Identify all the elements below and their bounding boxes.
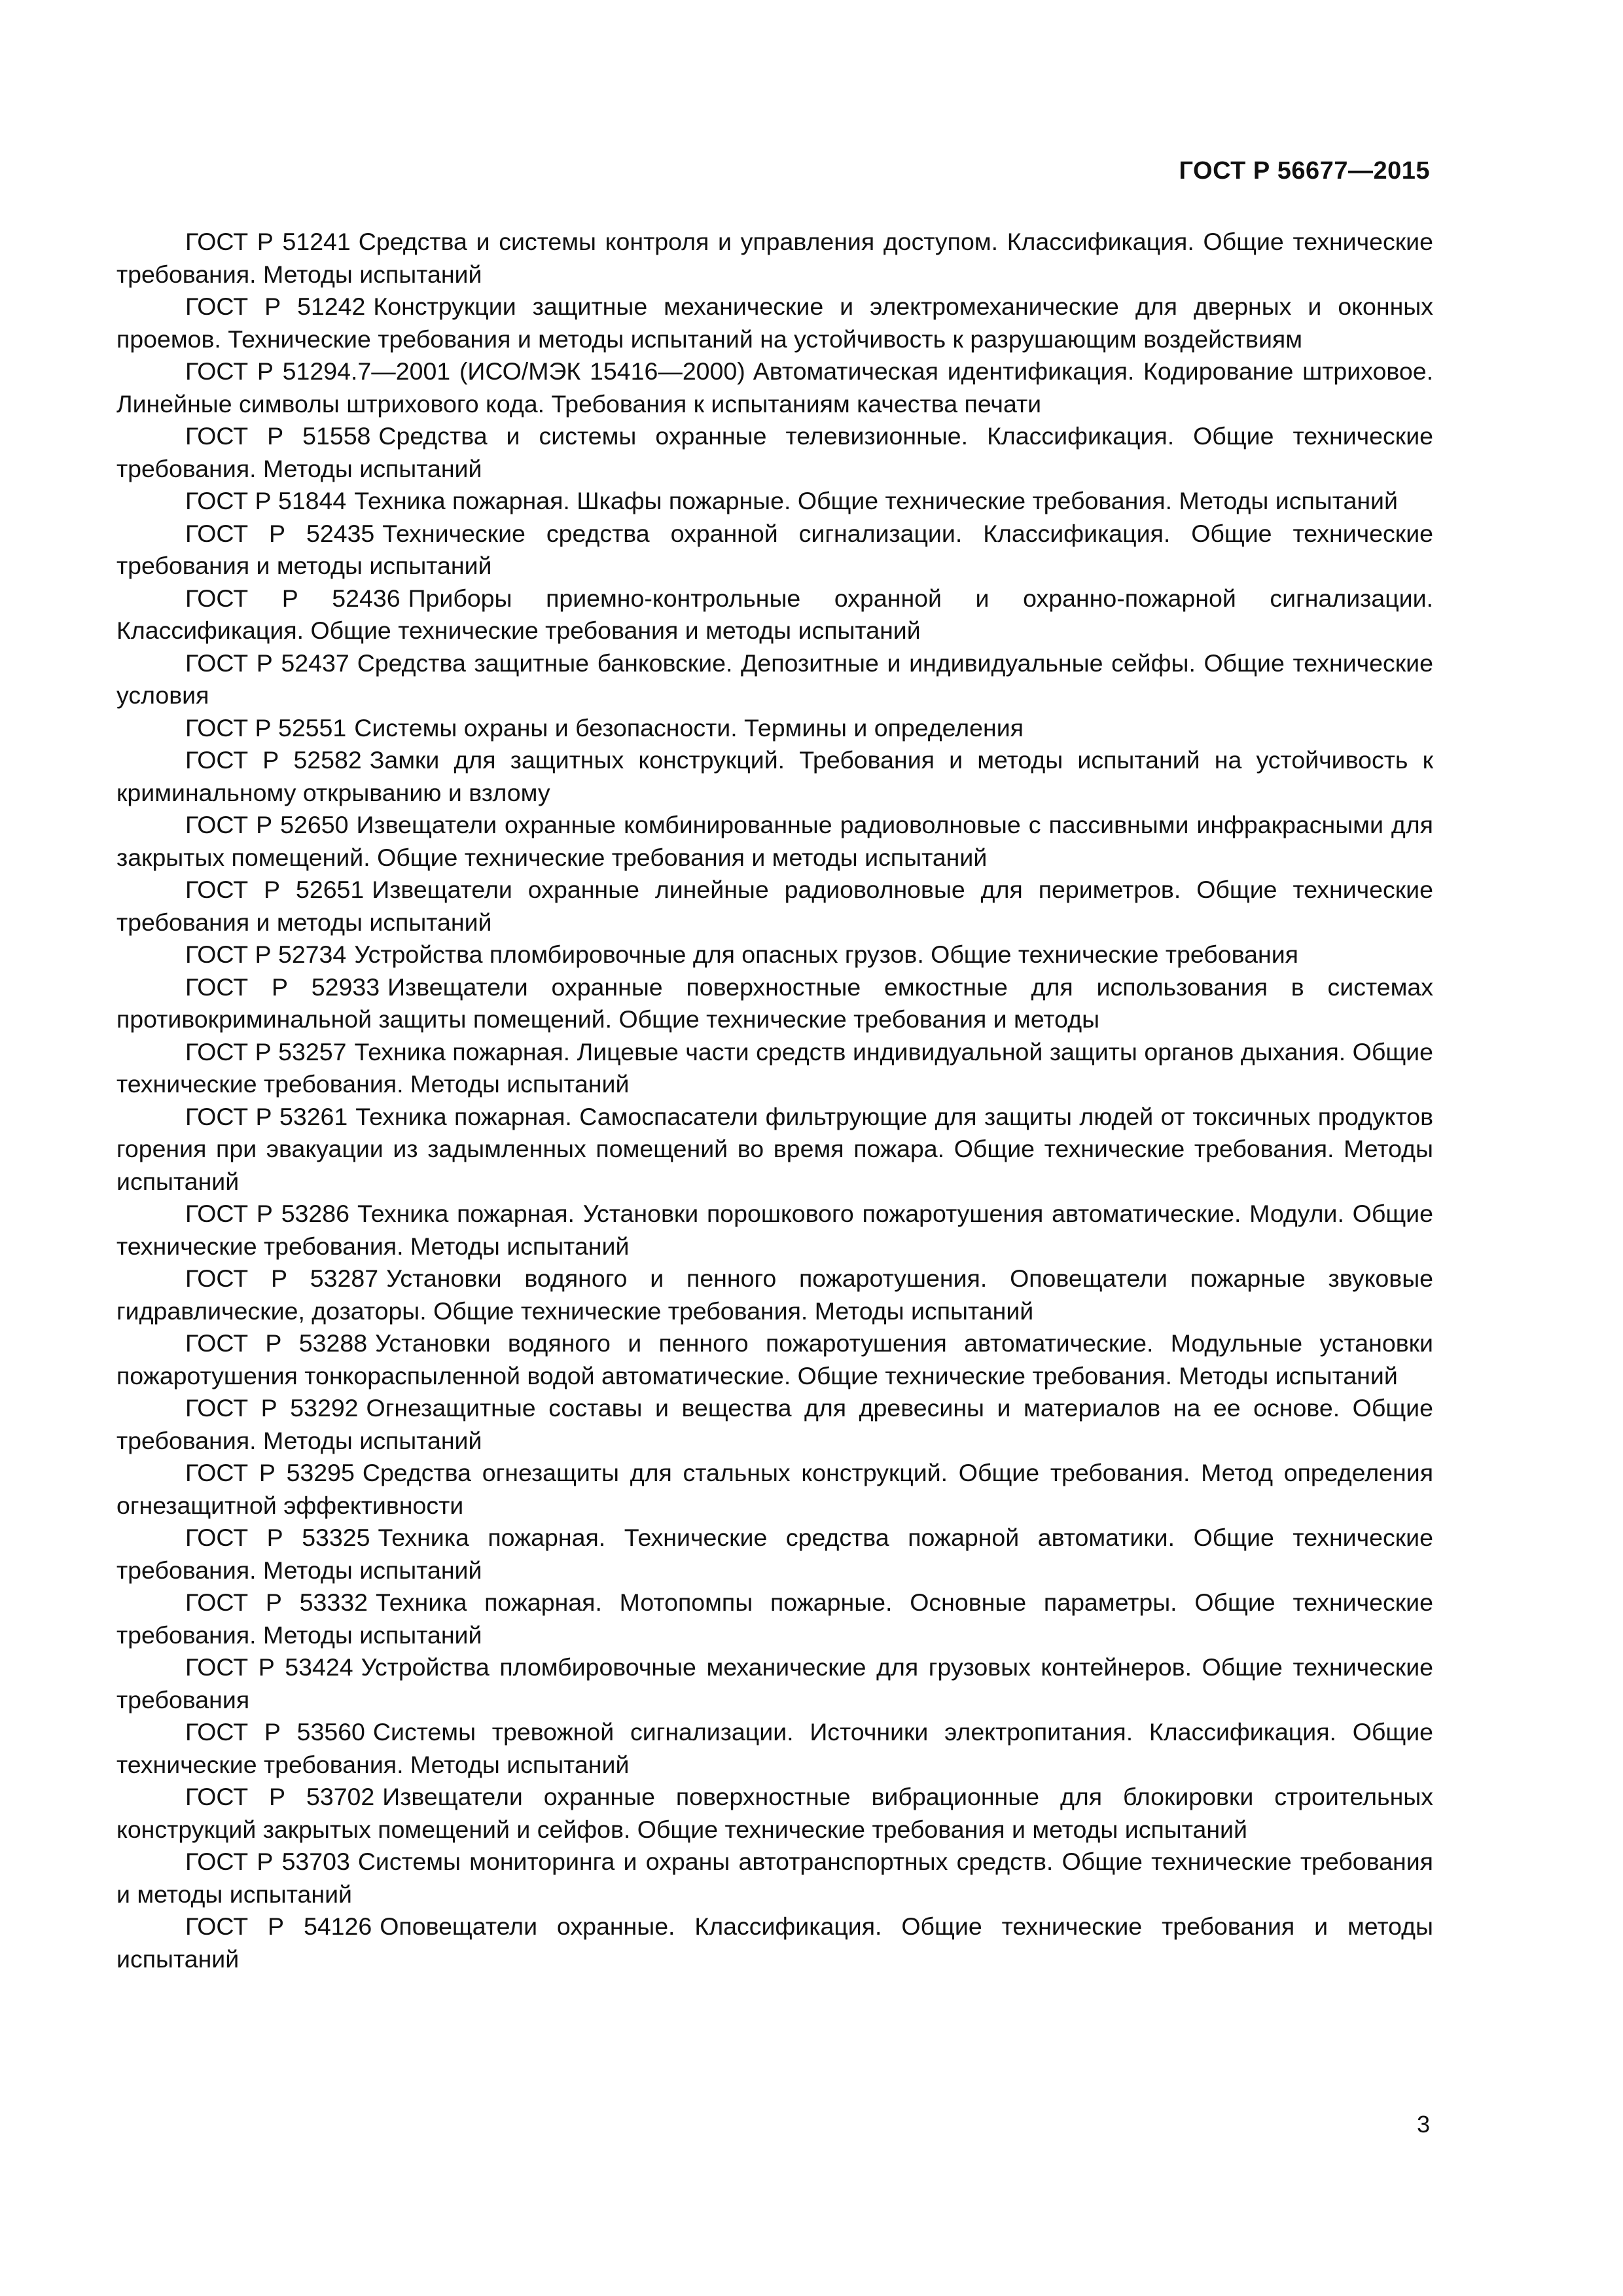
reference-entry bbox=[116, 874, 1433, 939]
standard-title: Приборы приемно-контрольные охранной и охранно-пожарной сигнализации. Классификация. Общие технические требования и методы испытаний bbox=[116, 584, 1433, 644]
standard-title: Техника пожарная. Установки порошкового пожаротушения автоматические. Модули. Общие технические требования. Методы испытаний bbox=[116, 1200, 1433, 1260]
standard-code: ГОСТ Р 52933 bbox=[185, 973, 380, 1001]
reference-entry bbox=[116, 1036, 1433, 1101]
standard-code: ГОСТ Р 53287 bbox=[185, 1265, 379, 1292]
reference-entry bbox=[116, 1327, 1433, 1392]
standard-title: Техника пожарная. Самоспасатели фильтрующие для защиты людей от токсичных продуктов горения при эвакуации из задымленных помещений во время пожара. Общие технические требования. Методы испытаний bbox=[116, 1102, 1433, 1195]
reference-entry bbox=[116, 1263, 1433, 1327]
standard-title: Установки водяного и пенного пожаротушения автоматические. Модульные установки пожаротушения тонкораспыленной водой автоматические. Общие технические требования. Методы испытаний bbox=[116, 1329, 1433, 1390]
standard-title: Системы тревожной сигнализации. Источники электропитания. Классификация. Общие технические требования. Методы испытаний bbox=[116, 1718, 1434, 1778]
reference-entry bbox=[116, 1651, 1433, 1716]
standard-code: ГОСТ Р 53261 bbox=[185, 1102, 348, 1130]
standard-title: Техника пожарная. Шкафы пожарные. Общие технические требования. Методы испытаний bbox=[354, 487, 1398, 514]
standard-title: Извещатели охранные линейные радиоволновые для периметров. Общие технические требования и методы испытаний bbox=[116, 876, 1433, 936]
standard-title: Устройства пломбировочные для опасных грузов. Общие технические требования bbox=[354, 941, 1298, 968]
standard-title: Устройства пломбировочные механические для грузовых контейнеров. Общие технические требования bbox=[116, 1653, 1433, 1713]
reference-entry bbox=[116, 647, 1433, 712]
standard-code: ГОСТ Р 53257 bbox=[185, 1037, 347, 1066]
reference-entry bbox=[116, 1716, 1433, 1781]
reference-entry bbox=[116, 1457, 1433, 1522]
standard-title: Средства и системы охранные телевизионные. Классификация. Общие технические требования. Методы испытаний bbox=[116, 422, 1433, 482]
standard-code: ГОСТ Р 52437 bbox=[185, 649, 349, 677]
reference-entry bbox=[116, 1101, 1433, 1198]
reference-list bbox=[116, 226, 1433, 1975]
standard-title: Оповещатели охранные. Классификация. Общие технические требования и методы испытаний bbox=[116, 1912, 1433, 1973]
reference-entry bbox=[116, 939, 1433, 971]
standard-title: Средства защитные банковские. Депозитные и индивидуальные сейфы. Общие технические условия bbox=[116, 649, 1433, 709]
reference-entry bbox=[116, 1846, 1433, 1910]
standard-title: Автоматическая идентификация. Кодирование штриховое. Линейные символы штрихового кода. Требования к испытаниям качества печати bbox=[116, 357, 1433, 418]
standard-code: ГОСТ Р 52651 bbox=[185, 876, 365, 903]
standard-code: ГОСТ Р 53703 bbox=[185, 1848, 350, 1875]
reference-entry bbox=[116, 355, 1433, 420]
standard-title: Извещатели охранные комбинированные радиоволновые с пассивными инфракрасными для закрытых помещений. Общие технические требования и методы испытаний bbox=[116, 811, 1433, 871]
standard-code: ГОСТ Р 54126 bbox=[185, 1912, 372, 1940]
reference-entry bbox=[116, 744, 1433, 809]
standard-code: ГОСТ Р 53424 bbox=[185, 1653, 353, 1681]
reference-entry bbox=[116, 1522, 1433, 1587]
standard-code: ГОСТ Р 53325 bbox=[185, 1524, 370, 1551]
page-number: 3 bbox=[1416, 2111, 1430, 2138]
standard-code: ГОСТ Р 51294.7—2001 (ИСО/МЭК 15416—2000) bbox=[185, 357, 745, 385]
standard-title: Системы мониторинга и охраны автотранспортных средств. Общие технические требования и методы испытаний bbox=[116, 1848, 1433, 1908]
standard-code: ГОСТ Р 52435 bbox=[185, 519, 375, 547]
standard-code: ГОСТ Р 52582 bbox=[185, 746, 362, 774]
standard-title: Технические средства охранной сигнализации. Классификация. Общие технические требования и методы испытаний bbox=[116, 519, 1433, 579]
standard-title: Техника пожарная. Технические средства пожарной автоматики. Общие технические требования. Методы испытаний bbox=[116, 1524, 1433, 1584]
standard-code: ГОСТ Р 53702 bbox=[185, 1783, 375, 1810]
reference-entry bbox=[116, 1781, 1433, 1846]
standard-title: Извещатели охранные поверхностные вибрационные для блокировки строительных конструкций закрытых помещений и сейфов. Общие технические требования и методы испытаний bbox=[116, 1783, 1433, 1843]
reference-entry bbox=[116, 1392, 1433, 1457]
standard-code: ГОСТ Р 51241 bbox=[185, 228, 351, 255]
standard-title: Огнезащитные составы и вещества для древесины и материалов на ее основе. Общие требования. Методы испытаний bbox=[116, 1394, 1433, 1454]
standard-title: Средства и системы контроля и управления доступом. Классификация. Общие технические требования. Методы испытаний bbox=[116, 228, 1433, 288]
reference-entry bbox=[116, 809, 1433, 874]
reference-entry bbox=[116, 420, 1433, 485]
standard-code: ГОСТ Р 53332 bbox=[185, 1588, 368, 1616]
reference-entry bbox=[116, 712, 1433, 745]
standard-title: Извещатели охранные поверхностные емкостные для использования в системах противокриминальной защиты помещений. Общие технические требования и методы bbox=[116, 973, 1433, 1033]
standard-code: ГОСТ Р 53560 bbox=[185, 1718, 365, 1746]
standard-code: ГОСТ Р 52650 bbox=[185, 811, 349, 838]
reference-entry bbox=[116, 226, 1433, 291]
reference-entry bbox=[116, 1198, 1433, 1263]
standard-title: Техника пожарная. Лицевые части средств индивидуальной защиты органов дыхания. Общие технические требования. Методы испытаний bbox=[116, 1037, 1433, 1098]
standard-code: ГОСТ Р 53292 bbox=[185, 1394, 359, 1422]
standard-code: ГОСТ Р 53295 bbox=[185, 1459, 355, 1486]
standard-code: ГОСТ Р 52734 bbox=[185, 941, 347, 968]
standard-code: ГОСТ Р 51844 bbox=[185, 487, 347, 514]
standard-title: Средства огнезащиты для стальных конструкций. Общие требования. Метод определения огнезащитной эффективности bbox=[116, 1459, 1433, 1519]
standard-title: Замки для защитных конструкций. Требования и методы испытаний на устойчивость к криминальному открыванию и взлому bbox=[116, 746, 1433, 806]
standard-code: ГОСТ Р 53286 bbox=[185, 1200, 349, 1227]
reference-entry bbox=[116, 518, 1433, 583]
document-number-header: ГОСТ Р 56677—2015 bbox=[1179, 157, 1430, 185]
reference-entry bbox=[116, 485, 1433, 518]
standard-title: Системы охраны и безопасности. Термины и определения bbox=[354, 713, 1024, 742]
reference-entry bbox=[116, 1587, 1433, 1651]
standard-code: ГОСТ Р 51242 bbox=[185, 293, 366, 320]
reference-entry bbox=[116, 291, 1433, 355]
reference-entry bbox=[116, 971, 1433, 1036]
reference-entry bbox=[116, 583, 1433, 647]
standard-title: Установки водяного и пенного пожаротушения. Оповещатели пожарные звуковые гидравлические, дозаторы. Общие технические требования. Методы испытаний bbox=[116, 1265, 1434, 1325]
standard-title: Техника пожарная. Мотопомпы пожарные. Основные параметры. Общие технические требования. Методы испытаний bbox=[116, 1588, 1433, 1649]
standard-code: ГОСТ Р 53288 bbox=[185, 1329, 368, 1357]
standard-title: Конструкции защитные механические и электромеханические для дверных и оконных проемов. Технические требования и методы испытаний на устойчивость к разрушающим воздействиям bbox=[116, 293, 1433, 353]
standard-code: ГОСТ Р 51558 bbox=[185, 422, 371, 450]
standard-code: ГОСТ Р 52436 bbox=[185, 584, 401, 612]
standard-code: ГОСТ Р 52551 bbox=[185, 713, 347, 742]
reference-entry bbox=[116, 1910, 1433, 1975]
